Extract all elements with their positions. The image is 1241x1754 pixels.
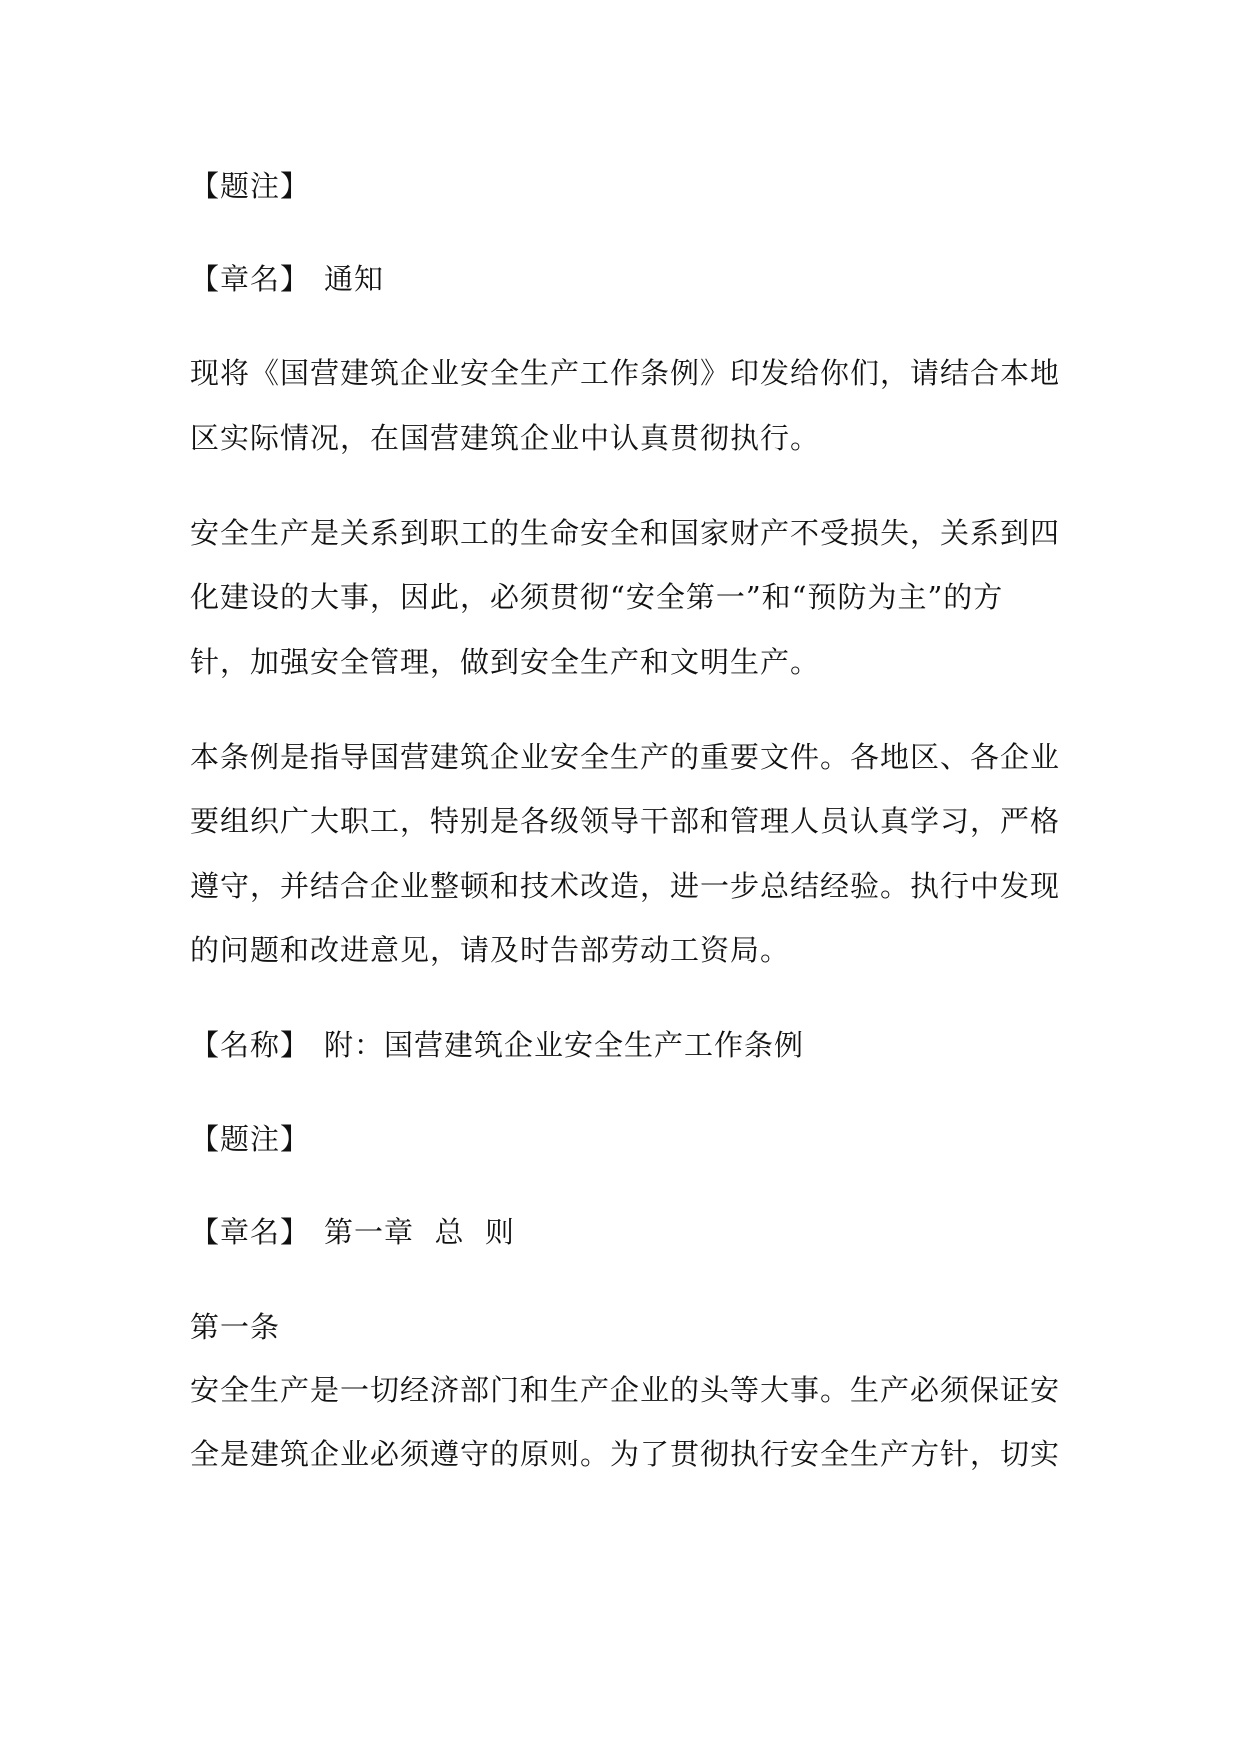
paragraph-2-line-3: 针，加强安全管理，做到安全生产和文明生产。	[190, 645, 821, 679]
paragraph-3-line-4: 的问题和改进意见，请及时告部劳动工资局。	[190, 933, 791, 967]
article-1-line-1: 安全生产是一切经济部门和生产企业的头等大事。生产必须保证安	[190, 1373, 1061, 1407]
heading-caption-note	[190, 166, 310, 206]
heading-caption-note-2	[190, 1119, 310, 1159]
article-1-title: 第一条	[190, 1310, 281, 1344]
paragraph-3-line-1: 本条例是指导国营建筑企业安全生产的重要文件。各地区、各企业	[190, 740, 1061, 774]
heading-chapter-one	[190, 1212, 515, 1252]
paragraph-1-line-1: 现将《国营建筑企业安全生产工作条例》印发给你们，请结合本地	[190, 356, 1061, 390]
heading-text: 附：国营建筑企业安全生产工作条例	[324, 1028, 805, 1062]
heading-chapter-notice	[190, 259, 384, 299]
heading-tag: 【题注】	[190, 169, 311, 203]
article-1-line-2: 全是建筑企业必须遵守的原则。为了贯彻执行安全生产方针，切实	[190, 1437, 1061, 1471]
paragraph-3-line-3: 遵守，并结合企业整顿和技术改造，进一步总结经验。执行中发现	[190, 869, 1061, 903]
heading-tag: 【章名】	[190, 262, 311, 296]
paragraph-2-line-1: 安全生产是关系到职工的生命安全和国家财产不受损失，关系到四	[190, 516, 1061, 550]
heading-tag: 【名称】	[190, 1028, 311, 1062]
heading-tag: 【题注】	[190, 1122, 311, 1156]
heading-text: 通知	[324, 262, 385, 296]
paragraph-1-line-2: 区实际情况，在国营建筑企业中认真贯彻执行。	[190, 421, 821, 455]
heading-tag: 【章名】	[190, 1215, 311, 1249]
paragraph-3-line-2: 要组织广大职工，特别是各级领导干部和管理人员认真学习，严格	[190, 804, 1061, 838]
paragraph-2-line-2: 化建设的大事，因此，必须贯彻“安全第一”和“预防为主”的方	[190, 580, 1004, 614]
heading-text: 第一章 总 则	[324, 1215, 515, 1249]
heading-title-appendix	[190, 1025, 804, 1065]
